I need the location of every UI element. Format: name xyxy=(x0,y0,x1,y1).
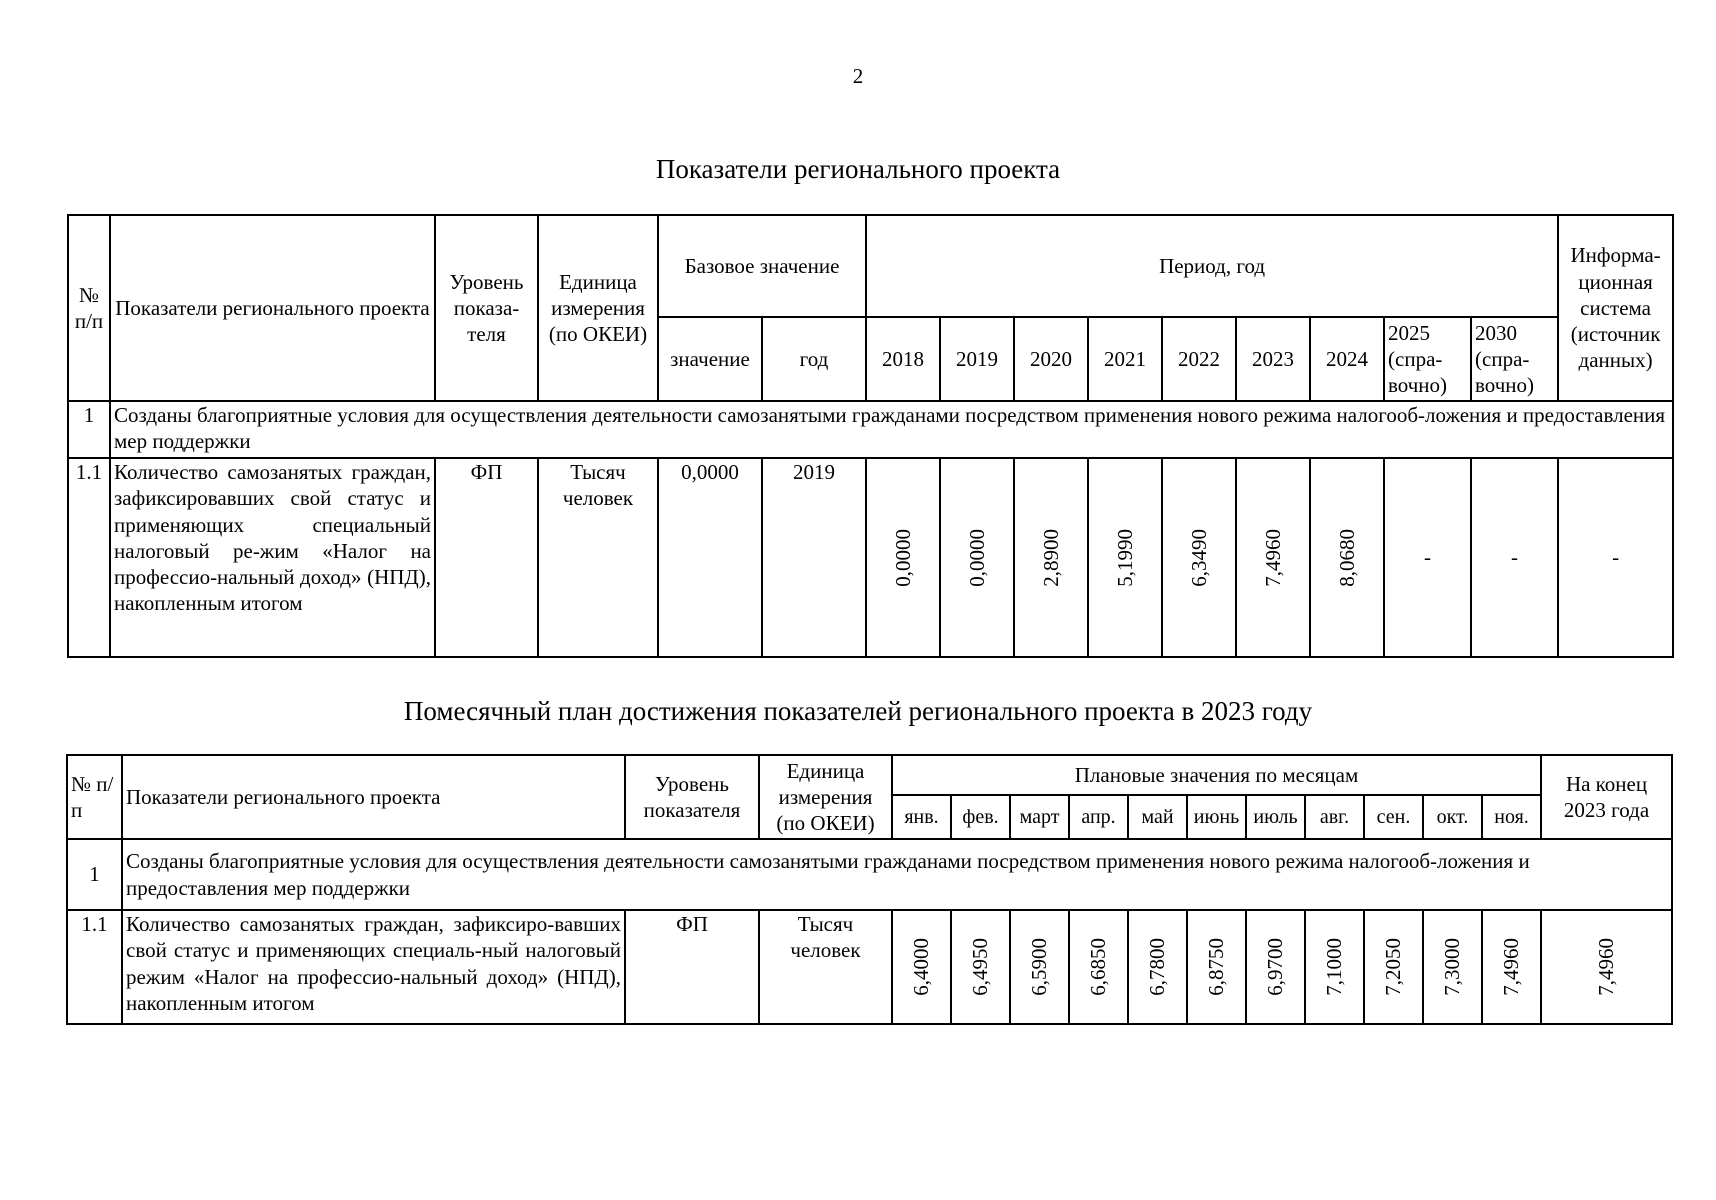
header-year: 2022 xyxy=(1162,317,1236,401)
header-month: ноя. xyxy=(1482,795,1541,839)
header-indicator: Показатели регионального проекта xyxy=(122,755,625,839)
section-num: 1 xyxy=(67,839,122,910)
header-month: апр. xyxy=(1069,795,1128,839)
header-level: Уровень показателя xyxy=(625,755,759,839)
row-unit: Тысяч человек xyxy=(759,910,892,1024)
month-value: 7,1000 xyxy=(1322,938,1347,996)
row-indicator: Количество самозанятых граждан, зафиксиро-вавших свой статус и применяющих специаль-ный налоговый режим «Налог на профессио-нальный доход» (НПД), накопленным итогом xyxy=(122,910,625,1024)
year-value: 8,0680 xyxy=(1334,528,1359,587)
month-value-cell xyxy=(1482,910,1541,1024)
month-value: 7,4960 xyxy=(1499,938,1524,996)
row-unit: Тысяч человек xyxy=(538,458,658,657)
year-value-cell xyxy=(866,458,940,657)
year-value: 0,0000 xyxy=(890,528,915,587)
header-month: май xyxy=(1128,795,1187,839)
header-month: март xyxy=(1010,795,1069,839)
month-value: 6,8750 xyxy=(1204,938,1229,996)
month-value: 6,6850 xyxy=(1086,938,1111,996)
row-base-year: 2019 xyxy=(762,458,866,657)
year-value: 6,3490 xyxy=(1186,528,1211,587)
year-value: - xyxy=(1424,545,1432,570)
header-period: Период, год xyxy=(866,215,1558,317)
year-value: 2,8900 xyxy=(1038,528,1063,587)
table1-title: Показатели регионального проекта xyxy=(655,154,1061,184)
header-year: 2030 (спра-вочно) xyxy=(1471,317,1558,401)
monthly-plan-table xyxy=(66,754,1673,1025)
year-value-cell xyxy=(1236,458,1310,657)
year-value-cell xyxy=(1384,458,1471,657)
month-value: 6,4950 xyxy=(968,938,993,996)
header-month: июль xyxy=(1246,795,1305,839)
header-unit: Единица измерения (по ОКЕИ) xyxy=(538,215,658,401)
end-value: 7,4960 xyxy=(1594,938,1619,996)
header-month: сен. xyxy=(1364,795,1423,839)
month-value-cell xyxy=(1423,910,1482,1024)
month-value: 6,4000 xyxy=(909,938,934,996)
table2-title: Помесячный план достижения показателей регионального проекта в 2023 году xyxy=(403,696,1313,726)
month-value: 6,7800 xyxy=(1145,938,1170,996)
header-month: авг. xyxy=(1305,795,1364,839)
header-year: 2019 xyxy=(940,317,1014,401)
header-year: 2021 xyxy=(1088,317,1162,401)
year-value-cell xyxy=(1014,458,1088,657)
month-value-cell xyxy=(1246,910,1305,1024)
month-value: 6,9700 xyxy=(1263,938,1288,996)
header-plan: Плановые значения по месяцам xyxy=(892,755,1541,795)
indicators-table xyxy=(67,214,1674,658)
year-value-cell xyxy=(940,458,1014,657)
month-value-cell xyxy=(1187,910,1246,1024)
year-value-cell xyxy=(1162,458,1236,657)
header-end: На конец 2023 года xyxy=(1541,755,1672,839)
header-base: Базовое значение xyxy=(658,215,866,317)
info-system-value: - xyxy=(1612,545,1620,570)
header-year: 2018 xyxy=(866,317,940,401)
row-base-value: 0,0000 xyxy=(658,458,762,657)
header-num: № п/п xyxy=(68,215,110,401)
month-value-cell xyxy=(892,910,951,1024)
header-num: № п/п xyxy=(67,755,122,839)
header-base-year: год xyxy=(762,317,866,401)
header-month: янв. xyxy=(892,795,951,839)
row-indicator: Количество самозанятых граждан, зафиксировавших свой статус и применяющих специальный налоговый ре-жим «Налог на профессио-нальный доход» (НПД), накопленным итогом xyxy=(110,458,435,657)
month-value: 6,5900 xyxy=(1027,938,1052,996)
month-value-cell xyxy=(1069,910,1128,1024)
year-value: - xyxy=(1511,545,1519,570)
section-text: Созданы благоприятные условия для осуществления деятельности самозанятыми гражданами посредством применения нового режима налогооб-ложения и предоставления мер поддержки xyxy=(110,401,1673,458)
month-value: 7,3000 xyxy=(1440,938,1465,996)
header-year: 2023 xyxy=(1236,317,1310,401)
section-num: 1 xyxy=(68,401,110,458)
row-num: 1.1 xyxy=(67,910,122,1024)
page-number: 2 xyxy=(852,64,864,88)
row-level: ФП xyxy=(435,458,538,657)
header-year: 2024 xyxy=(1310,317,1384,401)
year-value-cell xyxy=(1471,458,1558,657)
end-value-cell xyxy=(1541,910,1672,1024)
header-month: июнь xyxy=(1187,795,1246,839)
month-value-cell xyxy=(1128,910,1187,1024)
header-month: окт. xyxy=(1423,795,1482,839)
section-text: Созданы благоприятные условия для осуществления деятельности самозанятыми гражданами посредством применения нового режима налогооб-ложения и предоставления мер поддержки xyxy=(122,839,1672,910)
header-year: 2020 xyxy=(1014,317,1088,401)
header-base-value: значение xyxy=(658,317,762,401)
year-value-cell xyxy=(1088,458,1162,657)
header-level: Уровень показа-теля xyxy=(435,215,538,401)
header-year: 2025 (спра-вочно) xyxy=(1384,317,1471,401)
month-value-cell xyxy=(1364,910,1423,1024)
header-info-system: Информа-ционная система (источник данных) xyxy=(1558,215,1673,401)
month-value-cell xyxy=(1010,910,1069,1024)
year-value: 7,4960 xyxy=(1260,528,1285,587)
year-value: 5,1990 xyxy=(1112,528,1137,587)
header-month: фев. xyxy=(951,795,1010,839)
year-value: 0,0000 xyxy=(964,528,989,587)
month-value-cell xyxy=(951,910,1010,1024)
month-value: 7,2050 xyxy=(1381,938,1406,996)
header-unit: Единица измерения (по ОКЕИ) xyxy=(759,755,892,839)
header-indicator: Показатели регионального проекта xyxy=(110,215,435,401)
month-value-cell xyxy=(1305,910,1364,1024)
year-value-cell xyxy=(1310,458,1384,657)
row-level: ФП xyxy=(625,910,759,1024)
info-system-cell xyxy=(1558,458,1673,657)
row-num: 1.1 xyxy=(68,458,110,657)
